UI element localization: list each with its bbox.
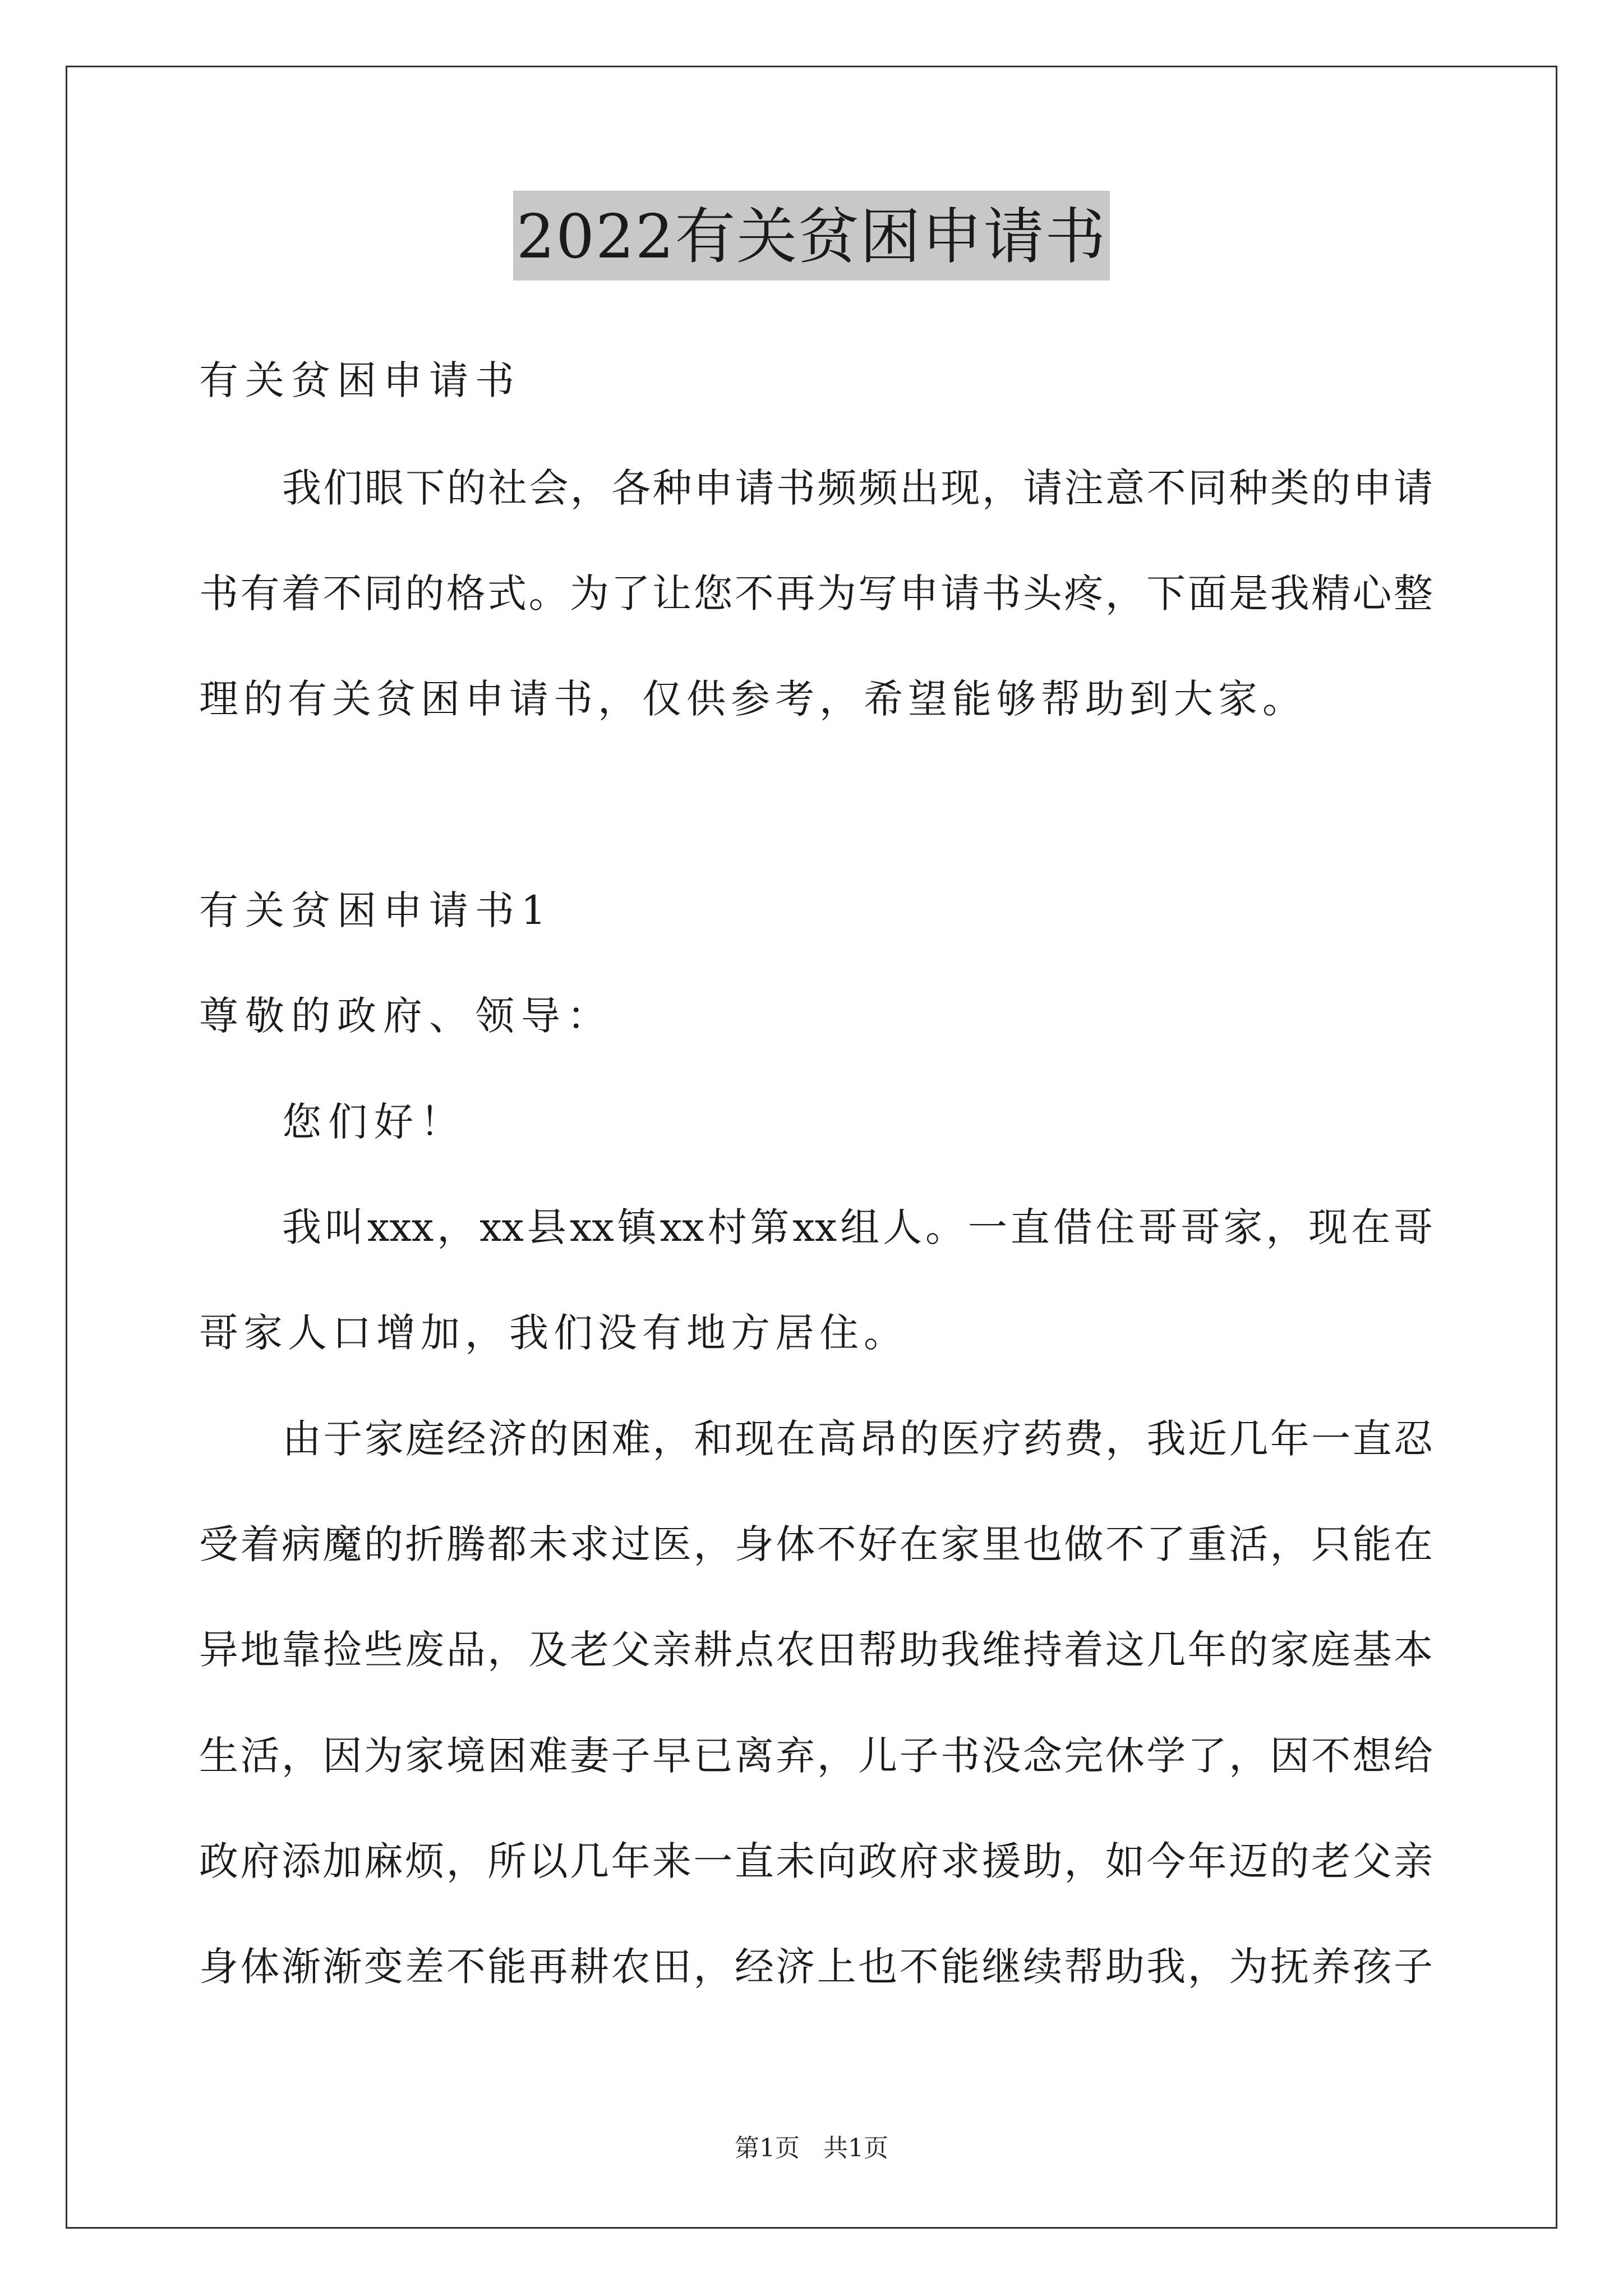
- paragraph2-line-3: 异地靠捡些废品，及老父亲耕点农田帮助我维持着这几年的家庭基本: [199, 1627, 1433, 1673]
- paragraph2-line-4: 生活，因为家境困难妻子早已离弃，儿子书没念完休学了，因不想给: [199, 1733, 1433, 1779]
- paragraph2-line-1: 由于家庭经济的困难，和现在高昂的医疗药费，我近几年一直忍: [282, 1416, 1433, 1462]
- subtitle: 有关贫困申请书: [199, 357, 521, 403]
- section-heading: 有关贫困申请书1: [199, 887, 553, 933]
- paragraph1-line-2: 哥家人口增加，我们没有地方居住。: [199, 1310, 908, 1356]
- paragraph1-line-1: 我叫xxx，xx县xx镇xx村第xx组人。一直借住哥哥家，现在哥: [282, 1204, 1433, 1250]
- intro-line-1: 我们眼下的社会，各种申请书频频出现，请注意不同种类的申请: [282, 465, 1433, 511]
- paragraph2-line-5: 政府添加麻烦，所以几年来一直未向政府求援助，如今年迈的老父亲: [199, 1838, 1433, 1884]
- page-number: 第1页 共1页: [735, 2134, 888, 2162]
- greeting: 您们好！: [282, 1099, 466, 1145]
- title-container: [0, 191, 1623, 280]
- paragraph2-line-2: 受着病魔的折腾都未求过医，身体不好在家里也做不了重活，只能在: [199, 1521, 1433, 1567]
- paragraph2-line-6: 身体渐渐变差不能再耕农田，经济上也不能继续帮助我，为抚养孩子: [199, 1944, 1433, 1990]
- document-title: 2022有关贫困申请书: [513, 191, 1110, 280]
- salutation: 尊敬的政府、领导：: [199, 993, 613, 1039]
- intro-line-2: 书有着不同的格式。为了让您不再为写申请书头疼，下面是我精心整: [199, 570, 1433, 616]
- intro-line-3: 理的有关贫困申请书，仅供参考，希望能够帮助到大家。: [199, 676, 1307, 722]
- page-footer: [0, 2132, 1623, 2165]
